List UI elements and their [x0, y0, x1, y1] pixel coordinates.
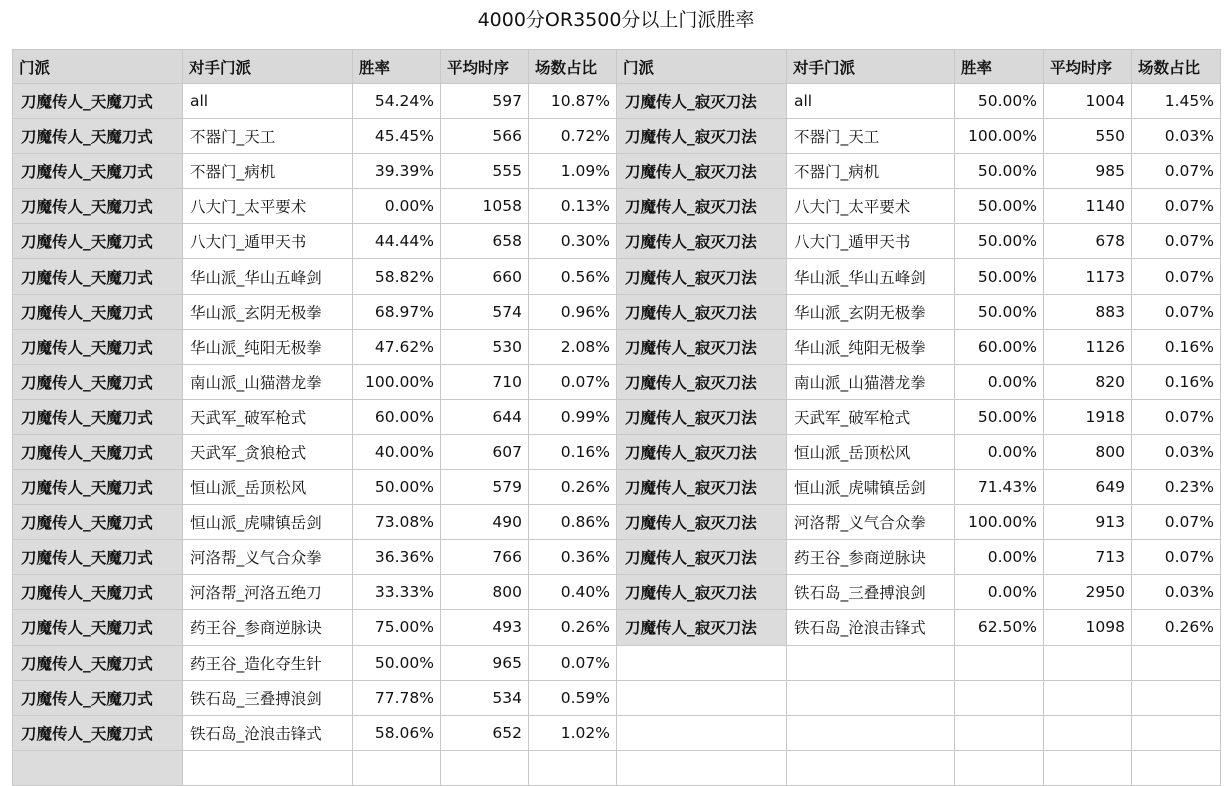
left-opponent-cell: 药王谷_造化夺生针: [183, 645, 353, 680]
header-avg-time: 平均时序: [441, 50, 529, 84]
right-sect-cell: 刀魔传人_寂灭刀法: [617, 154, 787, 189]
right-winrate-cell: 62.50%: [955, 610, 1044, 645]
left-avg-time-cell: 652: [441, 715, 529, 750]
table-row: [13, 84, 1221, 119]
left-share-cell: 0.99%: [529, 399, 617, 434]
left-winrate-cell: 58.06%: [353, 715, 441, 750]
right-opponent-cell: 华山派_纯阳无极拳: [787, 329, 955, 364]
right-winrate-cell: 50.00%: [955, 84, 1044, 119]
left-opponent-cell: 河洛帮_河洛五绝刀: [183, 575, 353, 610]
left-sect-cell: 刀魔传人_天魔刀式: [13, 575, 183, 610]
left-share-cell: 0.07%: [529, 645, 617, 680]
right-avg-time-cell: 550: [1044, 119, 1132, 154]
left-share-cell: 2.08%: [529, 329, 617, 364]
left-share-cell: 0.56%: [529, 259, 617, 294]
right-winrate-cell: [955, 750, 1044, 785]
left-avg-time-cell: 530: [441, 329, 529, 364]
right-avg-time-cell: 649: [1044, 470, 1132, 505]
right-share-cell: [1132, 750, 1221, 785]
left-share-cell: 0.26%: [529, 470, 617, 505]
left-share-cell: 1.09%: [529, 154, 617, 189]
left-opponent-cell: [183, 750, 353, 785]
right-sect-cell: 刀魔传人_寂灭刀法: [617, 434, 787, 469]
right-avg-time-cell: 678: [1044, 224, 1132, 259]
right-winrate-cell: 50.00%: [955, 224, 1044, 259]
left-avg-time-cell: 566: [441, 119, 529, 154]
left-sect-cell: 刀魔传人_天魔刀式: [13, 715, 183, 750]
right-avg-time-cell: [1044, 715, 1132, 750]
right-share-cell: 0.07%: [1132, 259, 1221, 294]
left-winrate-cell: 44.44%: [353, 224, 441, 259]
right-sect-cell: [617, 680, 787, 715]
left-sect-cell: 刀魔传人_天魔刀式: [13, 434, 183, 469]
left-opponent-cell: 南山派_山猫潜龙拳: [183, 364, 353, 399]
right-opponent-cell: 华山派_玄阴无极拳: [787, 294, 955, 329]
right-avg-time-cell: 713: [1044, 540, 1132, 575]
right-avg-time-cell: 1098: [1044, 610, 1132, 645]
left-opponent-cell: 华山派_华山五峰剑: [183, 259, 353, 294]
right-share-cell: 0.07%: [1132, 154, 1221, 189]
left-avg-time-cell: 710: [441, 364, 529, 399]
left-avg-time-cell: 493: [441, 610, 529, 645]
left-opponent-cell: 华山派_纯阳无极拳: [183, 329, 353, 364]
right-share-cell: 0.16%: [1132, 364, 1221, 399]
left-winrate-cell: 45.45%: [353, 119, 441, 154]
right-sect-cell: 刀魔传人_寂灭刀法: [617, 294, 787, 329]
left-share-cell: 0.13%: [529, 189, 617, 224]
right-opponent-cell: 不器门_天工: [787, 119, 955, 154]
left-share-cell: 0.40%: [529, 575, 617, 610]
left-sect-cell: [13, 750, 183, 785]
table-row: [13, 294, 1221, 329]
right-opponent-cell: 铁石岛_三叠搏浪剑: [787, 575, 955, 610]
winrate-table: [12, 49, 1221, 786]
right-opponent-cell: 华山派_华山五峰剑: [787, 259, 955, 294]
left-share-cell: 0.86%: [529, 505, 617, 540]
left-avg-time-cell: 534: [441, 680, 529, 715]
left-sect-cell: 刀魔传人_天魔刀式: [13, 259, 183, 294]
right-opponent-cell: 恒山派_虎啸镇岳剑: [787, 470, 955, 505]
left-avg-time-cell: 660: [441, 259, 529, 294]
left-opponent-cell: 天武军_破军枪式: [183, 399, 353, 434]
left-avg-time-cell: 490: [441, 505, 529, 540]
left-winrate-cell: 73.08%: [353, 505, 441, 540]
left-sect-cell: 刀魔传人_天魔刀式: [13, 505, 183, 540]
left-sect-cell: 刀魔传人_天魔刀式: [13, 680, 183, 715]
right-sect-cell: 刀魔传人_寂灭刀法: [617, 119, 787, 154]
left-share-cell: 0.36%: [529, 540, 617, 575]
left-sect-cell: 刀魔传人_天魔刀式: [13, 224, 183, 259]
left-winrate-cell: 47.62%: [353, 329, 441, 364]
left-sect-cell: 刀魔传人_天魔刀式: [13, 540, 183, 575]
table-row: [13, 750, 1221, 785]
left-opponent-cell: 八大门_遁甲天书: [183, 224, 353, 259]
header-winrate: 胜率: [955, 50, 1044, 84]
left-avg-time-cell: 766: [441, 540, 529, 575]
left-winrate-cell: 75.00%: [353, 610, 441, 645]
right-avg-time-cell: 1918: [1044, 399, 1132, 434]
table-row: [13, 715, 1221, 750]
right-share-cell: [1132, 680, 1221, 715]
right-opponent-cell: 南山派_山猫潜龙拳: [787, 364, 955, 399]
header-winrate: 胜率: [353, 50, 441, 84]
table-row: [13, 189, 1221, 224]
right-share-cell: 0.07%: [1132, 505, 1221, 540]
header-avg-time: 平均时序: [1044, 50, 1132, 84]
left-sect-cell: 刀魔传人_天魔刀式: [13, 610, 183, 645]
right-winrate-cell: 50.00%: [955, 189, 1044, 224]
right-winrate-cell: 100.00%: [955, 505, 1044, 540]
left-sect-cell: 刀魔传人_天魔刀式: [13, 329, 183, 364]
left-winrate-cell: 54.24%: [353, 84, 441, 119]
table-row: [13, 364, 1221, 399]
left-opponent-cell: 不器门_病机: [183, 154, 353, 189]
right-winrate-cell: [955, 715, 1044, 750]
header-opponent: 对手门派: [183, 50, 353, 84]
left-opponent-cell: 河洛帮_义气合众拳: [183, 540, 353, 575]
left-share-cell: 0.96%: [529, 294, 617, 329]
left-sect-cell: 刀魔传人_天魔刀式: [13, 399, 183, 434]
table-row: [13, 505, 1221, 540]
right-share-cell: 0.07%: [1132, 399, 1221, 434]
right-avg-time-cell: 985: [1044, 154, 1132, 189]
table-row: [13, 224, 1221, 259]
right-winrate-cell: 50.00%: [955, 259, 1044, 294]
left-opponent-cell: 药王谷_参商逆脉诀: [183, 610, 353, 645]
right-avg-time-cell: 913: [1044, 505, 1132, 540]
right-opponent-cell: 不器门_病机: [787, 154, 955, 189]
left-sect-cell: 刀魔传人_天魔刀式: [13, 470, 183, 505]
right-share-cell: 0.07%: [1132, 540, 1221, 575]
right-opponent-cell: all: [787, 84, 955, 119]
left-opponent-cell: 恒山派_虎啸镇岳剑: [183, 505, 353, 540]
table-row: [13, 119, 1221, 154]
table-row: [13, 399, 1221, 434]
left-avg-time-cell: 607: [441, 434, 529, 469]
left-winrate-cell: 50.00%: [353, 645, 441, 680]
left-share-cell: 1.02%: [529, 715, 617, 750]
right-winrate-cell: [955, 680, 1044, 715]
left-sect-cell: 刀魔传人_天魔刀式: [13, 645, 183, 680]
left-share-cell: 0.07%: [529, 364, 617, 399]
left-share-cell: 0.26%: [529, 610, 617, 645]
left-sect-cell: 刀魔传人_天魔刀式: [13, 84, 183, 119]
right-sect-cell: 刀魔传人_寂灭刀法: [617, 470, 787, 505]
left-winrate-cell: 68.97%: [353, 294, 441, 329]
left-sect-cell: 刀魔传人_天魔刀式: [13, 119, 183, 154]
left-opponent-cell: 恒山派_岳顶松风: [183, 470, 353, 505]
right-sect-cell: 刀魔传人_寂灭刀法: [617, 259, 787, 294]
left-opponent-cell: 华山派_玄阴无极拳: [183, 294, 353, 329]
right-winrate-cell: 0.00%: [955, 364, 1044, 399]
right-avg-time-cell: 883: [1044, 294, 1132, 329]
left-avg-time-cell: 579: [441, 470, 529, 505]
left-winrate-cell: 40.00%: [353, 434, 441, 469]
left-winrate-cell: 77.78%: [353, 680, 441, 715]
right-opponent-cell: 河洛帮_义气合众拳: [787, 505, 955, 540]
right-sect-cell: 刀魔传人_寂灭刀法: [617, 610, 787, 645]
left-winrate-cell: 33.33%: [353, 575, 441, 610]
right-share-cell: 0.07%: [1132, 224, 1221, 259]
left-share-cell: 0.59%: [529, 680, 617, 715]
table-row: [13, 470, 1221, 505]
right-sect-cell: [617, 750, 787, 785]
header-share: 场数占比: [1132, 50, 1221, 84]
right-sect-cell: 刀魔传人_寂灭刀法: [617, 189, 787, 224]
left-opponent-cell: 不器门_天工: [183, 119, 353, 154]
right-sect-cell: 刀魔传人_寂灭刀法: [617, 505, 787, 540]
right-winrate-cell: 71.43%: [955, 470, 1044, 505]
left-winrate-cell: 50.00%: [353, 470, 441, 505]
right-share-cell: 0.07%: [1132, 189, 1221, 224]
right-opponent-cell: [787, 715, 955, 750]
right-sect-cell: [617, 645, 787, 680]
left-sect-cell: 刀魔传人_天魔刀式: [13, 294, 183, 329]
table-row: [13, 645, 1221, 680]
table-row: [13, 259, 1221, 294]
right-winrate-cell: 50.00%: [955, 294, 1044, 329]
right-sect-cell: 刀魔传人_寂灭刀法: [617, 575, 787, 610]
right-opponent-cell: 八大门_遁甲天书: [787, 224, 955, 259]
left-winrate-cell: [353, 750, 441, 785]
right-avg-time-cell: 820: [1044, 364, 1132, 399]
left-share-cell: 0.30%: [529, 224, 617, 259]
table-row: [13, 434, 1221, 469]
left-avg-time-cell: 965: [441, 645, 529, 680]
right-winrate-cell: 50.00%: [955, 154, 1044, 189]
right-opponent-cell: 八大门_太平要术: [787, 189, 955, 224]
left-sect-cell: 刀魔传人_天魔刀式: [13, 154, 183, 189]
left-winrate-cell: 39.39%: [353, 154, 441, 189]
right-opponent-cell: 药王谷_参商逆脉诀: [787, 540, 955, 575]
left-share-cell: 0.16%: [529, 434, 617, 469]
left-opponent-cell: all: [183, 84, 353, 119]
right-sect-cell: 刀魔传人_寂灭刀法: [617, 84, 787, 119]
right-opponent-cell: 恒山派_岳顶松风: [787, 434, 955, 469]
right-opponent-cell: 铁石岛_沧浪击锋式: [787, 610, 955, 645]
table-row: [13, 575, 1221, 610]
left-avg-time-cell: 644: [441, 399, 529, 434]
left-winrate-cell: 100.00%: [353, 364, 441, 399]
right-winrate-cell: 50.00%: [955, 399, 1044, 434]
left-share-cell: [529, 750, 617, 785]
right-share-cell: 0.26%: [1132, 610, 1221, 645]
page-title: 4000分OR3500分以上门派胜率: [477, 9, 755, 31]
right-avg-time-cell: 1140: [1044, 189, 1132, 224]
right-share-cell: [1132, 715, 1221, 750]
table-row: [13, 680, 1221, 715]
right-share-cell: 0.23%: [1132, 470, 1221, 505]
right-share-cell: 0.07%: [1132, 294, 1221, 329]
right-share-cell: 0.03%: [1132, 119, 1221, 154]
left-winrate-cell: 58.82%: [353, 259, 441, 294]
header-sect: 门派: [617, 50, 787, 84]
right-avg-time-cell: [1044, 750, 1132, 785]
right-winrate-cell: 0.00%: [955, 434, 1044, 469]
right-avg-time-cell: 1173: [1044, 259, 1132, 294]
right-share-cell: 0.03%: [1132, 575, 1221, 610]
left-winrate-cell: 60.00%: [353, 399, 441, 434]
left-avg-time-cell: 555: [441, 154, 529, 189]
right-opponent-cell: 天武军_破军枪式: [787, 399, 955, 434]
left-opponent-cell: 天武军_贪狼枪式: [183, 434, 353, 469]
right-opponent-cell: [787, 750, 955, 785]
right-share-cell: 0.03%: [1132, 434, 1221, 469]
right-sect-cell: 刀魔传人_寂灭刀法: [617, 224, 787, 259]
left-opponent-cell: 铁石岛_沧浪击锋式: [183, 715, 353, 750]
table-row: [13, 610, 1221, 645]
right-winrate-cell: 60.00%: [955, 329, 1044, 364]
right-winrate-cell: 0.00%: [955, 540, 1044, 575]
header-opponent: 对手门派: [787, 50, 955, 84]
right-share-cell: [1132, 645, 1221, 680]
left-winrate-cell: 36.36%: [353, 540, 441, 575]
right-winrate-cell: 100.00%: [955, 119, 1044, 154]
left-opponent-cell: 八大门_太平要术: [183, 189, 353, 224]
right-opponent-cell: [787, 645, 955, 680]
right-avg-time-cell: [1044, 680, 1132, 715]
left-avg-time-cell: 574: [441, 294, 529, 329]
right-avg-time-cell: 1126: [1044, 329, 1132, 364]
left-avg-time-cell: 800: [441, 575, 529, 610]
right-sect-cell: 刀魔传人_寂灭刀法: [617, 364, 787, 399]
right-sect-cell: 刀魔传人_寂灭刀法: [617, 540, 787, 575]
right-avg-time-cell: 800: [1044, 434, 1132, 469]
right-winrate-cell: 0.00%: [955, 575, 1044, 610]
right-share-cell: 0.16%: [1132, 329, 1221, 364]
header-sect: 门派: [13, 50, 183, 84]
table-row: [13, 329, 1221, 364]
right-avg-time-cell: 1004: [1044, 84, 1132, 119]
left-avg-time-cell: 658: [441, 224, 529, 259]
right-opponent-cell: [787, 680, 955, 715]
right-sect-cell: 刀魔传人_寂灭刀法: [617, 399, 787, 434]
left-share-cell: 10.87%: [529, 84, 617, 119]
right-winrate-cell: [955, 645, 1044, 680]
header-share: 场数占比: [529, 50, 617, 84]
right-sect-cell: [617, 715, 787, 750]
table-row: [13, 540, 1221, 575]
left-sect-cell: 刀魔传人_天魔刀式: [13, 189, 183, 224]
left-share-cell: 0.72%: [529, 119, 617, 154]
right-sect-cell: 刀魔传人_寂灭刀法: [617, 329, 787, 364]
left-avg-time-cell: 1058: [441, 189, 529, 224]
left-winrate-cell: 0.00%: [353, 189, 441, 224]
table-body: [13, 84, 1221, 786]
right-avg-time-cell: [1044, 645, 1132, 680]
right-avg-time-cell: 2950: [1044, 575, 1132, 610]
right-share-cell: 1.45%: [1132, 84, 1221, 119]
left-avg-time-cell: [441, 750, 529, 785]
header-row: [13, 50, 1221, 84]
left-opponent-cell: 铁石岛_三叠搏浪剑: [183, 680, 353, 715]
left-avg-time-cell: 597: [441, 84, 529, 119]
left-sect-cell: 刀魔传人_天魔刀式: [13, 364, 183, 399]
table-row: [13, 154, 1221, 189]
